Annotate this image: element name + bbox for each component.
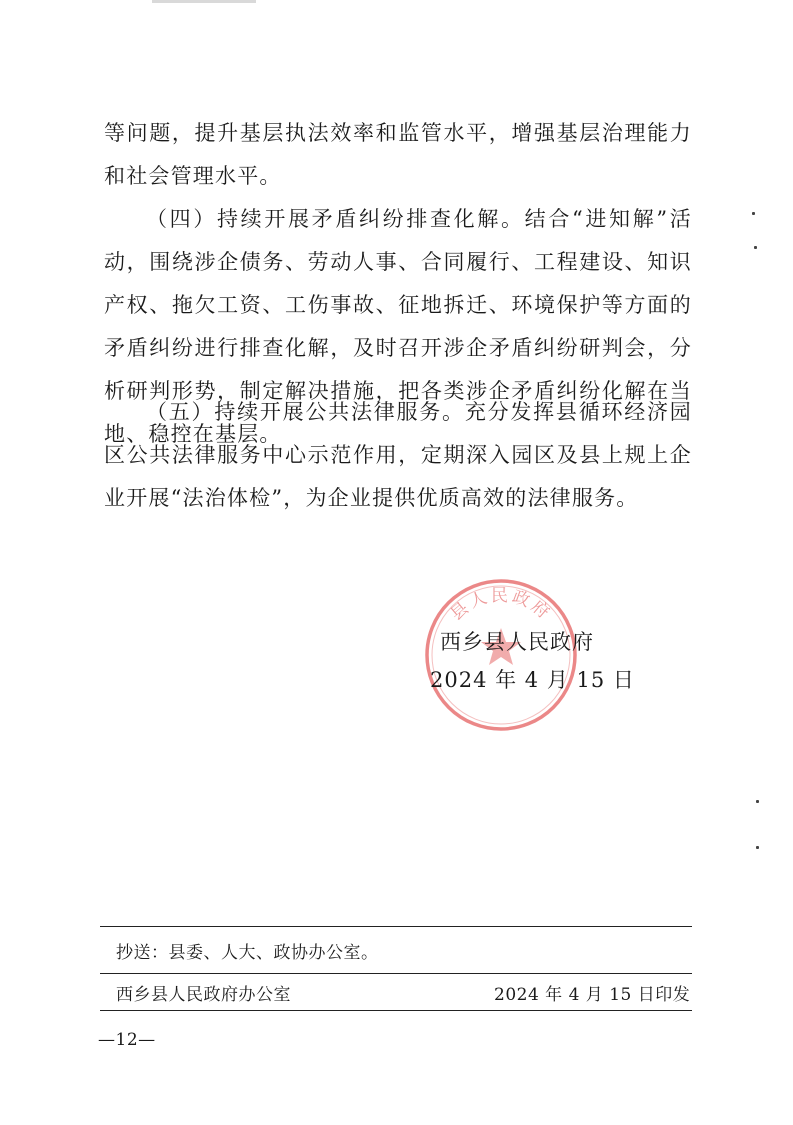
svg-text:县人民政府: 县人民政府 bbox=[446, 586, 556, 625]
scan-edge-mark bbox=[152, 0, 256, 3]
issuing-office: 西乡县人民政府办公室 bbox=[116, 985, 291, 1005]
cc-line: 抄送：县委、人大、政协办公室。 bbox=[116, 943, 379, 963]
footer-bottom-rule bbox=[100, 1010, 692, 1011]
scan-speck bbox=[752, 212, 755, 215]
signature-date: 2024 年 4 月 15 日 bbox=[430, 668, 635, 692]
footer-middle-rule bbox=[100, 973, 692, 974]
scan-speck bbox=[756, 846, 759, 849]
page-number: —12— bbox=[98, 1030, 156, 1050]
footer-top-rule bbox=[100, 926, 692, 927]
paragraph-continuation: 等问题，提升基层执法效率和监管水平，增强基层治理能力和社会管理水平。 bbox=[104, 121, 692, 188]
issue-date: 2024 年 4 月 15 日印发 bbox=[494, 985, 691, 1005]
paragraph-section-4: （四）持续开展矛盾纠纷排查化解。结合“进知解”活动，围绕涉企债务、劳动人事、合同履行、工程建设、知识产权、拖欠工资、工伤事故、征地拆迁、环境保护等方面的矛盾纠纷进行排查化解，及时召开涉企矛盾纠纷研判会，分析研判形势，制定解决措施，把各类涉企矛盾纠纷化解在当地、稳控在基层。 bbox=[104, 207, 692, 446]
scan-speck bbox=[756, 800, 759, 803]
scan-speck bbox=[754, 246, 757, 249]
paragraph-section-5: （五）持续开展公共法律服务。充分发挥县循环经济园区公共法律服务中心示范作用，定期深入园区及县上规上企业开展“法治体检”，为企业提供优质高效的法律服务。 bbox=[104, 400, 692, 510]
signature-organization: 西乡县人民政府 bbox=[440, 630, 594, 654]
